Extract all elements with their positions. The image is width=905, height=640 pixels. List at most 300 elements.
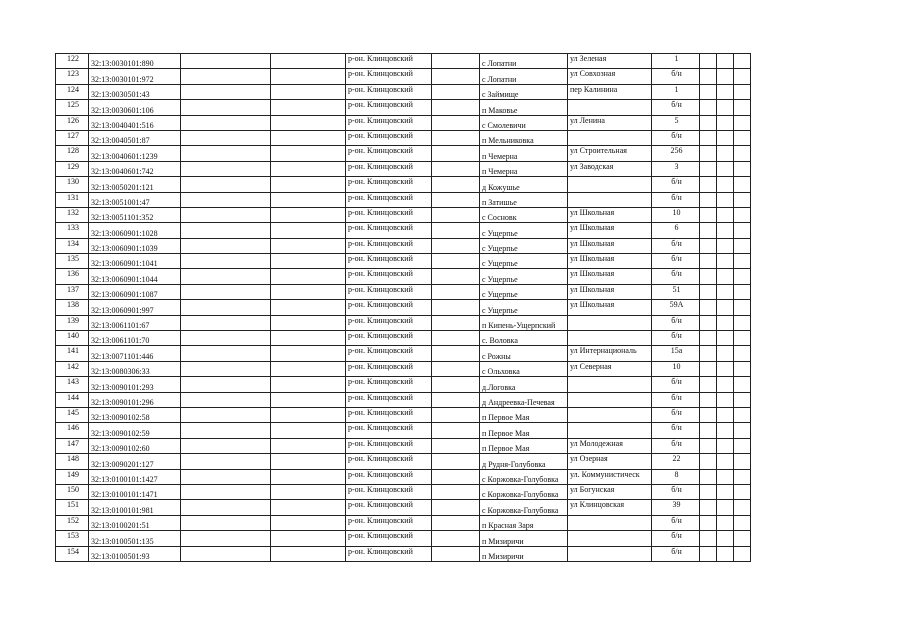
district-cell: р-он. Клинцовский bbox=[346, 177, 432, 192]
cadastral-number-cell: 32:13:0090102:58 bbox=[89, 407, 181, 422]
empty-cell bbox=[700, 161, 717, 176]
house-number-cell: 15а bbox=[652, 346, 700, 361]
empty-cell bbox=[734, 346, 751, 361]
street-cell: ул Школьная bbox=[568, 207, 652, 222]
row-number-cell: 141 bbox=[56, 346, 89, 361]
empty-cell bbox=[181, 223, 271, 238]
row-number-cell: 123 bbox=[56, 69, 89, 84]
table-row bbox=[56, 423, 751, 438]
cadastral-number-cell: 32:13:0030501:43 bbox=[89, 84, 181, 99]
row-number-cell: 150 bbox=[56, 484, 89, 499]
cadastral-number-cell: 32:13:0090201:127 bbox=[89, 454, 181, 469]
empty-cell bbox=[181, 331, 271, 346]
empty-cell bbox=[734, 130, 751, 145]
empty-cell bbox=[432, 130, 480, 145]
empty-cell bbox=[717, 377, 734, 392]
settlement-cell: с Ольховка bbox=[480, 361, 568, 376]
street-cell: ул Интернациональ bbox=[568, 346, 652, 361]
cadastral-number-cell: 32:13:0100101:1427 bbox=[89, 469, 181, 484]
empty-cell bbox=[700, 84, 717, 99]
empty-cell bbox=[734, 469, 751, 484]
empty-cell bbox=[181, 361, 271, 376]
street-cell bbox=[568, 423, 652, 438]
empty-cell bbox=[271, 54, 346, 69]
empty-cell bbox=[734, 423, 751, 438]
empty-cell bbox=[432, 377, 480, 392]
empty-cell bbox=[717, 254, 734, 269]
empty-cell bbox=[271, 331, 346, 346]
empty-cell bbox=[734, 192, 751, 207]
house-number-cell: б/н bbox=[652, 130, 700, 145]
house-number-cell: б/н bbox=[652, 69, 700, 84]
empty-cell bbox=[181, 438, 271, 453]
row-number-cell: 131 bbox=[56, 192, 89, 207]
house-number-cell: б/н bbox=[652, 515, 700, 530]
empty-cell bbox=[271, 207, 346, 222]
empty-cell bbox=[181, 531, 271, 546]
empty-cell bbox=[734, 146, 751, 161]
table-row bbox=[56, 377, 751, 392]
empty-cell bbox=[181, 177, 271, 192]
settlement-cell: с Ущерпье bbox=[480, 223, 568, 238]
empty-cell bbox=[432, 484, 480, 499]
empty-cell bbox=[717, 454, 734, 469]
empty-cell bbox=[181, 161, 271, 176]
street-cell: ул Клинцовская bbox=[568, 500, 652, 515]
empty-cell bbox=[734, 484, 751, 499]
empty-cell bbox=[700, 269, 717, 284]
street-cell bbox=[568, 315, 652, 330]
settlement-cell: с Рожны bbox=[480, 346, 568, 361]
row-number-cell: 139 bbox=[56, 315, 89, 330]
settlement-cell: с Сосновк bbox=[480, 207, 568, 222]
empty-cell bbox=[700, 223, 717, 238]
row-number-cell: 127 bbox=[56, 130, 89, 145]
settlement-cell: с Смолевичи bbox=[480, 115, 568, 130]
district-cell: р-он. Клинцовский bbox=[346, 161, 432, 176]
table-row bbox=[56, 346, 751, 361]
empty-cell bbox=[432, 69, 480, 84]
empty-cell bbox=[717, 207, 734, 222]
empty-cell bbox=[271, 192, 346, 207]
empty-cell bbox=[432, 346, 480, 361]
empty-cell bbox=[700, 115, 717, 130]
empty-cell bbox=[432, 192, 480, 207]
empty-cell bbox=[181, 269, 271, 284]
district-cell: р-он. Клинцовский bbox=[346, 377, 432, 392]
empty-cell bbox=[700, 438, 717, 453]
district-cell: р-он. Клинцовский bbox=[346, 515, 432, 530]
cadastral-number-cell: 32:13:0030101:972 bbox=[89, 69, 181, 84]
table-row bbox=[56, 469, 751, 484]
street-cell bbox=[568, 392, 652, 407]
empty-cell bbox=[271, 546, 346, 561]
district-cell: р-он. Клинцовский bbox=[346, 100, 432, 115]
cadastral-number-cell: 32:13:0040601:1239 bbox=[89, 146, 181, 161]
settlement-cell: с Ущерпье bbox=[480, 300, 568, 315]
empty-cell bbox=[181, 407, 271, 422]
street-cell: ул Северная bbox=[568, 361, 652, 376]
house-number-cell: б/н bbox=[652, 377, 700, 392]
empty-cell bbox=[717, 177, 734, 192]
table-row bbox=[56, 407, 751, 422]
empty-cell bbox=[432, 546, 480, 561]
empty-cell bbox=[181, 454, 271, 469]
empty-cell bbox=[700, 500, 717, 515]
cadastral-number-cell: 32:13:0090101:296 bbox=[89, 392, 181, 407]
cadastral-number-cell: 32:13:0060901:1087 bbox=[89, 284, 181, 299]
empty-cell bbox=[700, 361, 717, 376]
empty-cell bbox=[734, 361, 751, 376]
empty-cell bbox=[432, 177, 480, 192]
settlement-cell: с Ущерпье bbox=[480, 284, 568, 299]
empty-cell bbox=[181, 69, 271, 84]
house-number-cell: б/н bbox=[652, 484, 700, 499]
table-row bbox=[56, 515, 751, 530]
empty-cell bbox=[271, 254, 346, 269]
cadastral-number-cell: 32:13:0080306:33 bbox=[89, 361, 181, 376]
empty-cell bbox=[271, 300, 346, 315]
row-number-cell: 148 bbox=[56, 454, 89, 469]
house-number-cell: б/н bbox=[652, 392, 700, 407]
empty-cell bbox=[717, 54, 734, 69]
district-cell: р-он. Клинцовский bbox=[346, 392, 432, 407]
empty-cell bbox=[734, 69, 751, 84]
table-row bbox=[56, 361, 751, 376]
house-number-cell: 256 bbox=[652, 146, 700, 161]
street-cell bbox=[568, 546, 652, 561]
cadastral-number-cell: 32:13:0090102:59 bbox=[89, 423, 181, 438]
house-number-cell: б/н bbox=[652, 192, 700, 207]
empty-cell bbox=[432, 207, 480, 222]
empty-cell bbox=[734, 254, 751, 269]
row-number-cell: 138 bbox=[56, 300, 89, 315]
cadastral-number-cell: 32:13:0060901:997 bbox=[89, 300, 181, 315]
empty-cell bbox=[271, 177, 346, 192]
district-cell: р-он. Клинцовский bbox=[346, 84, 432, 99]
empty-cell bbox=[717, 546, 734, 561]
empty-cell bbox=[432, 407, 480, 422]
property-register-table bbox=[55, 53, 751, 562]
settlement-cell: п Мизиричи bbox=[480, 531, 568, 546]
table-row bbox=[56, 100, 751, 115]
empty-cell bbox=[734, 84, 751, 99]
street-cell bbox=[568, 531, 652, 546]
empty-cell bbox=[717, 469, 734, 484]
empty-cell bbox=[181, 115, 271, 130]
empty-cell bbox=[700, 346, 717, 361]
row-number-cell: 143 bbox=[56, 377, 89, 392]
house-number-cell: 10 bbox=[652, 207, 700, 222]
cadastral-number-cell: 32:13:0060901:1041 bbox=[89, 254, 181, 269]
cadastral-number-cell: 32:13:0100501:135 bbox=[89, 531, 181, 546]
empty-cell bbox=[734, 207, 751, 222]
empty-cell bbox=[271, 84, 346, 99]
street-cell: ул Школьная bbox=[568, 223, 652, 238]
district-cell: р-он. Клинцовский bbox=[346, 407, 432, 422]
empty-cell bbox=[700, 238, 717, 253]
empty-cell bbox=[271, 423, 346, 438]
district-cell: р-он. Клинцовский bbox=[346, 130, 432, 145]
settlement-cell: п Мельниковка bbox=[480, 130, 568, 145]
cadastral-number-cell: 32:13:0050201:121 bbox=[89, 177, 181, 192]
settlement-cell: п Кипень-Ущерпский bbox=[480, 315, 568, 330]
settlement-cell: с Коржовка-Голубовка bbox=[480, 484, 568, 499]
district-cell: р-он. Клинцовский bbox=[346, 300, 432, 315]
settlement-cell: с Лопатни bbox=[480, 54, 568, 69]
empty-cell bbox=[181, 377, 271, 392]
cadastral-number-cell: 32:13:0051101:352 bbox=[89, 207, 181, 222]
empty-cell bbox=[181, 484, 271, 499]
empty-cell bbox=[181, 54, 271, 69]
empty-cell bbox=[432, 454, 480, 469]
empty-cell bbox=[271, 500, 346, 515]
cadastral-number-cell: 32:13:0051001:47 bbox=[89, 192, 181, 207]
row-number-cell: 151 bbox=[56, 500, 89, 515]
street-cell: ул Зеленая bbox=[568, 54, 652, 69]
row-number-cell: 133 bbox=[56, 223, 89, 238]
table-row bbox=[56, 238, 751, 253]
empty-cell bbox=[271, 531, 346, 546]
empty-cell bbox=[432, 331, 480, 346]
district-cell: р-он. Клинцовский bbox=[346, 454, 432, 469]
cadastral-number-cell: 32:13:0040401:516 bbox=[89, 115, 181, 130]
cadastral-number-cell: 32:13:0040501:87 bbox=[89, 130, 181, 145]
empty-cell bbox=[700, 146, 717, 161]
empty-cell bbox=[271, 238, 346, 253]
empty-cell bbox=[717, 515, 734, 530]
cadastral-number-cell: 32:13:0071101:446 bbox=[89, 346, 181, 361]
empty-cell bbox=[432, 361, 480, 376]
empty-cell bbox=[734, 438, 751, 453]
empty-cell bbox=[700, 469, 717, 484]
empty-cell bbox=[717, 331, 734, 346]
empty-cell bbox=[734, 300, 751, 315]
empty-cell bbox=[717, 407, 734, 422]
empty-cell bbox=[734, 454, 751, 469]
cadastral-number-cell: 32:13:0061101:67 bbox=[89, 315, 181, 330]
cadastral-number-cell: 32:13:0060901:1044 bbox=[89, 269, 181, 284]
empty-cell bbox=[734, 392, 751, 407]
table-row bbox=[56, 531, 751, 546]
district-cell: р-он. Клинцовский bbox=[346, 315, 432, 330]
empty-cell bbox=[717, 284, 734, 299]
empty-cell bbox=[271, 146, 346, 161]
district-cell: р-он. Клинцовский bbox=[346, 331, 432, 346]
district-cell: р-он. Клинцовский bbox=[346, 115, 432, 130]
empty-cell bbox=[271, 392, 346, 407]
settlement-cell: п Чемерна bbox=[480, 161, 568, 176]
house-number-cell: 10 bbox=[652, 361, 700, 376]
empty-cell bbox=[734, 377, 751, 392]
empty-cell bbox=[734, 407, 751, 422]
empty-cell bbox=[734, 238, 751, 253]
empty-cell bbox=[700, 377, 717, 392]
empty-cell bbox=[734, 100, 751, 115]
district-cell: р-он. Клинцовский bbox=[346, 361, 432, 376]
empty-cell bbox=[717, 438, 734, 453]
empty-cell bbox=[181, 392, 271, 407]
district-cell: р-он. Клинцовский bbox=[346, 284, 432, 299]
row-number-cell: 134 bbox=[56, 238, 89, 253]
house-number-cell: б/н bbox=[652, 546, 700, 561]
empty-cell bbox=[717, 238, 734, 253]
district-cell: р-он. Клинцовский bbox=[346, 531, 432, 546]
cadastral-number-cell: 32:13:0060901:1028 bbox=[89, 223, 181, 238]
empty-cell bbox=[734, 177, 751, 192]
empty-cell bbox=[271, 100, 346, 115]
empty-cell bbox=[717, 500, 734, 515]
empty-cell bbox=[181, 238, 271, 253]
house-number-cell: б/н bbox=[652, 315, 700, 330]
cadastral-number-cell: 32:13:0030101:890 bbox=[89, 54, 181, 69]
empty-cell bbox=[700, 100, 717, 115]
empty-cell bbox=[271, 315, 346, 330]
empty-cell bbox=[734, 284, 751, 299]
house-number-cell: б/н bbox=[652, 531, 700, 546]
settlement-cell: п Первое Мая bbox=[480, 407, 568, 422]
house-number-cell: б/н bbox=[652, 438, 700, 453]
empty-cell bbox=[271, 469, 346, 484]
district-cell: р-он. Клинцовский bbox=[346, 223, 432, 238]
empty-cell bbox=[734, 546, 751, 561]
empty-cell bbox=[432, 238, 480, 253]
table-row bbox=[56, 454, 751, 469]
street-cell: ул Школьная bbox=[568, 269, 652, 284]
house-number-cell: б/н bbox=[652, 269, 700, 284]
street-cell: ул. Коммунистическ bbox=[568, 469, 652, 484]
empty-cell bbox=[432, 284, 480, 299]
cadastral-number-cell: 32:13:0060901:1039 bbox=[89, 238, 181, 253]
district-cell: р-он. Клинцовский bbox=[346, 546, 432, 561]
empty-cell bbox=[734, 161, 751, 176]
street-cell bbox=[568, 177, 652, 192]
empty-cell bbox=[271, 484, 346, 499]
house-number-cell: б/н bbox=[652, 238, 700, 253]
district-cell: р-он. Клинцовский bbox=[346, 69, 432, 84]
table-row bbox=[56, 254, 751, 269]
table-row bbox=[56, 115, 751, 130]
settlement-cell: с Займище bbox=[480, 84, 568, 99]
house-number-cell: 59А bbox=[652, 300, 700, 315]
empty-cell bbox=[181, 254, 271, 269]
empty-cell bbox=[432, 315, 480, 330]
empty-cell bbox=[700, 254, 717, 269]
empty-cell bbox=[734, 331, 751, 346]
table-row bbox=[56, 546, 751, 561]
row-number-cell: 136 bbox=[56, 269, 89, 284]
table-row bbox=[56, 300, 751, 315]
row-number-cell: 154 bbox=[56, 546, 89, 561]
empty-cell bbox=[432, 100, 480, 115]
row-number-cell: 147 bbox=[56, 438, 89, 453]
cadastral-number-cell: 32:13:0100101:981 bbox=[89, 500, 181, 515]
empty-cell bbox=[271, 269, 346, 284]
empty-cell bbox=[432, 161, 480, 176]
row-number-cell: 122 bbox=[56, 54, 89, 69]
street-cell: ул Школьная bbox=[568, 284, 652, 299]
table-row bbox=[56, 54, 751, 69]
empty-cell bbox=[181, 84, 271, 99]
settlement-cell: д Андреевка-Печевая bbox=[480, 392, 568, 407]
empty-cell bbox=[432, 300, 480, 315]
cadastral-number-cell: 32:13:0100501:93 bbox=[89, 546, 181, 561]
table-row bbox=[56, 392, 751, 407]
settlement-cell: с Ущерпье bbox=[480, 254, 568, 269]
empty-cell bbox=[181, 423, 271, 438]
settlement-cell: п Чемерна bbox=[480, 146, 568, 161]
empty-cell bbox=[734, 54, 751, 69]
house-number-cell: б/н bbox=[652, 100, 700, 115]
street-cell: пер Калинина bbox=[568, 84, 652, 99]
settlement-cell: п Затишье bbox=[480, 192, 568, 207]
table-row bbox=[56, 331, 751, 346]
empty-cell bbox=[700, 546, 717, 561]
table-row bbox=[56, 269, 751, 284]
empty-cell bbox=[181, 284, 271, 299]
table-row bbox=[56, 284, 751, 299]
table-row bbox=[56, 69, 751, 84]
empty-cell bbox=[432, 146, 480, 161]
row-number-cell: 130 bbox=[56, 177, 89, 192]
house-number-cell: 39 bbox=[652, 500, 700, 515]
settlement-cell: д.Логовка bbox=[480, 377, 568, 392]
row-number-cell: 144 bbox=[56, 392, 89, 407]
empty-cell bbox=[181, 192, 271, 207]
table-row bbox=[56, 130, 751, 145]
empty-cell bbox=[734, 531, 751, 546]
empty-cell bbox=[717, 361, 734, 376]
empty-cell bbox=[432, 54, 480, 69]
empty-cell bbox=[700, 454, 717, 469]
district-cell: р-он. Клинцовский bbox=[346, 146, 432, 161]
empty-cell bbox=[432, 423, 480, 438]
empty-cell bbox=[432, 500, 480, 515]
empty-cell bbox=[432, 84, 480, 99]
street-cell bbox=[568, 100, 652, 115]
street-cell: ул Молодежная bbox=[568, 438, 652, 453]
street-cell: ул Богунская bbox=[568, 484, 652, 499]
house-number-cell: 6 bbox=[652, 223, 700, 238]
empty-cell bbox=[181, 500, 271, 515]
street-cell bbox=[568, 377, 652, 392]
empty-cell bbox=[717, 100, 734, 115]
empty-cell bbox=[181, 300, 271, 315]
empty-cell bbox=[700, 331, 717, 346]
settlement-cell: с Ущерпье bbox=[480, 269, 568, 284]
empty-cell bbox=[432, 469, 480, 484]
empty-cell bbox=[181, 515, 271, 530]
empty-cell bbox=[271, 377, 346, 392]
empty-cell bbox=[271, 454, 346, 469]
empty-cell bbox=[432, 269, 480, 284]
empty-cell bbox=[271, 130, 346, 145]
cadastral-number-cell: 32:13:0090102:60 bbox=[89, 438, 181, 453]
empty-cell bbox=[181, 207, 271, 222]
street-cell: ул Озерная bbox=[568, 454, 652, 469]
empty-cell bbox=[700, 531, 717, 546]
row-number-cell: 137 bbox=[56, 284, 89, 299]
table-row bbox=[56, 315, 751, 330]
settlement-cell: д Рудня-Голубовка bbox=[480, 454, 568, 469]
house-number-cell: 51 bbox=[652, 284, 700, 299]
cadastral-number-cell: 32:13:0090101:293 bbox=[89, 377, 181, 392]
row-number-cell: 145 bbox=[56, 407, 89, 422]
empty-cell bbox=[432, 392, 480, 407]
table-row bbox=[56, 500, 751, 515]
empty-cell bbox=[181, 469, 271, 484]
table-row bbox=[56, 438, 751, 453]
